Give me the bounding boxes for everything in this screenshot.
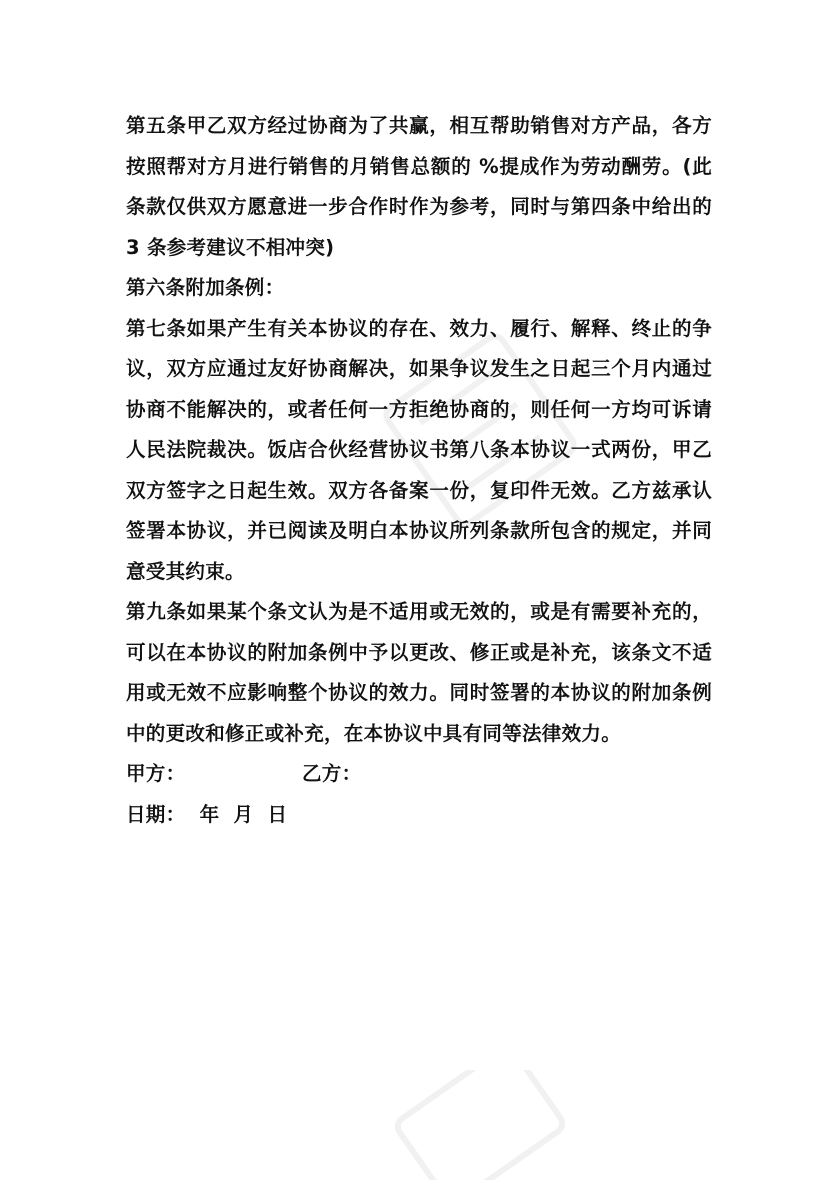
party-b-label: 乙方：	[302, 762, 362, 785]
party-a-label: 甲方：	[126, 762, 186, 785]
watermark-stamp-bottom	[380, 1070, 580, 1180]
clause-9: 第九条如果某个条文认为是不适用或无效的，或是有需要补充的，可以在本协议的附加条例中予以更改、修正或是补充，该条文不适用或无效不应影响整个协议的效力。同时签署的本协议的附加条例中的更改和修正或补充，在本协议中具有同等法律效力。	[126, 600, 712, 745]
clause-7-8: 第七条如果产生有关本协议的存在、效力、履行、解释、终止的争议，双方应通过友好协商解决，如果争议发生之日起三个月内通过协商不能解决的，或者任何一方拒绝协商的，则任何一方均可诉请人民法院裁决。饭店合伙经营协议书第八条本协议一式两份，甲乙双方签字之日起生效。双方各备案一份，复印件无效。乙方兹承认签署本协议，并已阅读及明白本协议所列条款所包含的规定，并同意受其约束。	[126, 316, 712, 583]
document-body	[126, 106, 712, 835]
clause-6: 第六条附加条例：	[126, 276, 285, 299]
date-line: 日期： 年 月 日	[126, 802, 288, 826]
signature-row	[126, 754, 712, 795]
clause-5: 第五条甲乙双方经过协商为了共赢，相互帮助销售对方产品，各方按照帮对方月进行销售的月销售总额的 %提成作为劳动酬劳。(此条款仅供双方愿意进一步合作时作为参考，同时与第四条中给出的 3 条参考建议不相冲突)	[126, 114, 712, 259]
